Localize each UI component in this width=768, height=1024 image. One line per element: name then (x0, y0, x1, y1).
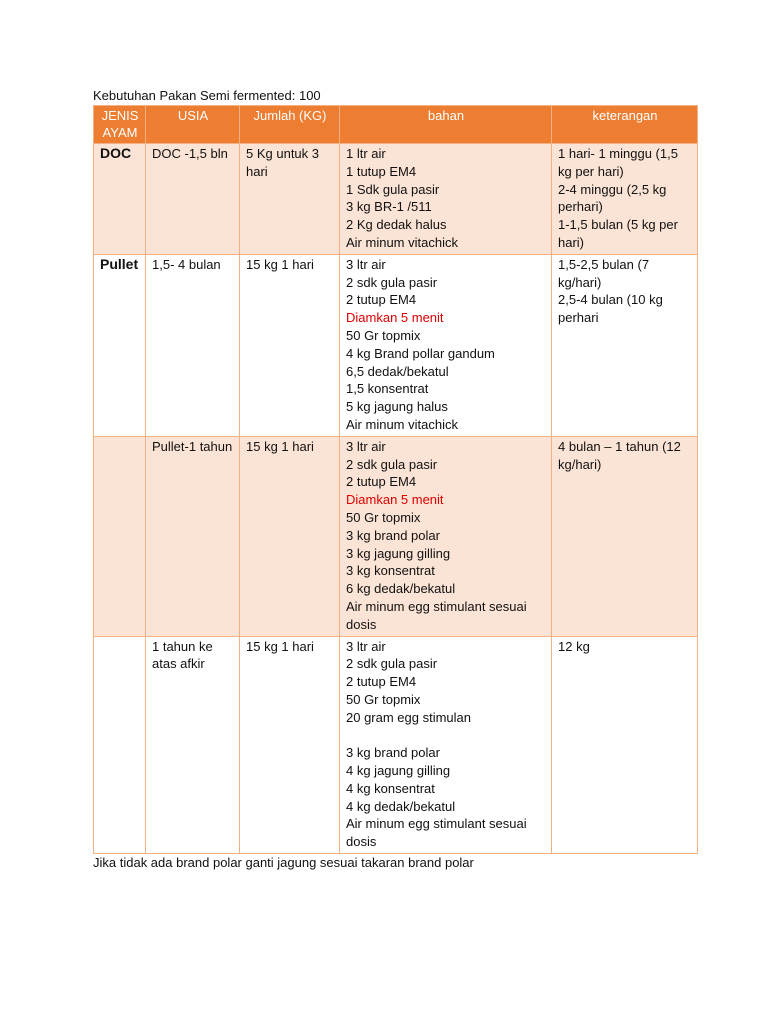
usia-cell: Pullet-1 tahun (146, 436, 240, 636)
bahan-item: 5 kg jagung halus (346, 399, 448, 415)
usia-cell: 1,5- 4 bulan (146, 254, 240, 436)
table-row (94, 436, 698, 636)
keterangan-item: 1,5-2,5 bulan (7 kg/hari) (558, 256, 650, 290)
header-bahan: bahan (340, 106, 552, 144)
bahan-item-warning: Diamkan 5 menit (346, 492, 444, 508)
table-row (94, 254, 698, 436)
bahan-item: 2 sdk gula pasir (346, 456, 438, 472)
usia-cell: 1 tahun ke atas afkir (146, 636, 240, 854)
bahan-cell (340, 254, 552, 436)
jumlah-cell: 15 kg 1 hari (240, 636, 340, 854)
feed-table (93, 105, 698, 854)
keterangan-cell (552, 436, 698, 636)
bahan-item: Air minum egg stimulant sesuai dosis (346, 598, 527, 632)
bahan-item: 4 kg jagung gilling (346, 763, 451, 779)
bahan-cell (340, 636, 552, 854)
jenis-cell (94, 636, 146, 854)
jenis-cell: DOC (94, 144, 146, 255)
header-row (94, 106, 698, 144)
usia-cell: DOC -1,5 bln (146, 144, 240, 255)
bahan-item: Air minum vitachick (346, 416, 458, 432)
bahan-item: 2 Kg dedak halus (346, 217, 447, 233)
bahan-item-warning: Diamkan 5 menit (346, 310, 444, 326)
keterangan-item: 1 hari- 1 minggu (1,5 kg per hari) (558, 146, 678, 179)
keterangan-item: 4 bulan – 1 tahun (12 kg/hari) (558, 438, 681, 472)
header-jumlah: Jumlah (KG) (240, 106, 340, 144)
keterangan-item: 2,5-4 bulan (10 kg perhari (558, 292, 663, 326)
bahan-item: 2 tutup EM4 (346, 474, 417, 490)
bahan-item: 20 gram egg stimulan (346, 709, 472, 725)
keterangan-item: 12 kg (558, 638, 590, 654)
document-title: Kebutuhan Pakan Semi fermented: 100 (93, 88, 321, 103)
bahan-item: Air minum vitachick (346, 234, 458, 250)
bahan-cell (340, 144, 552, 255)
bahan-item: 3 kg konsentrat (346, 563, 435, 579)
header-usia: USIA (146, 106, 240, 144)
jumlah-cell: 15 kg 1 hari (240, 436, 340, 636)
table-row (94, 144, 698, 255)
bahan-item: 3 ltr air (346, 438, 386, 454)
header-jenis: JENIS AYAM (94, 106, 146, 144)
keterangan-cell (552, 144, 698, 255)
bahan-item: 2 sdk gula pasir (346, 656, 438, 672)
bahan-item: 1 ltr air (346, 146, 386, 161)
table-row (94, 636, 698, 854)
bahan-item: 50 Gr topmix (346, 509, 421, 525)
bahan-item: 4 kg dedak/bekatul (346, 798, 456, 814)
bahan-item: 3 ltr air (346, 256, 386, 272)
bahan-blank-line (346, 727, 546, 745)
bahan-item: 3 kg jagung gilling (346, 545, 451, 561)
bahan-item: 2 sdk gula pasir (346, 274, 438, 290)
bahan-item: 2 tutup EM4 (346, 292, 417, 308)
bahan-item: 1,5 konsentrat (346, 381, 429, 397)
bahan-item: 2 tutup EM4 (346, 674, 417, 690)
bahan-item: 4 kg Brand pollar gandum (346, 345, 495, 361)
bahan-item: 1 Sdk gula pasir (346, 181, 440, 197)
keterangan-cell (552, 254, 698, 436)
bahan-item: 50 Gr topmix (346, 691, 421, 707)
bahan-item: 3 kg BR-1 /511 (346, 199, 432, 215)
keterangan-cell (552, 636, 698, 854)
footnote: Jika tidak ada brand polar ganti jagung sesuai takaran brand polar (93, 855, 474, 870)
header-keterangan: keterangan (552, 106, 698, 144)
bahan-item: 50 Gr topmix (346, 327, 421, 343)
bahan-item: 3 kg brand polar (346, 745, 440, 761)
bahan-item: 1 tutup EM4 (346, 163, 417, 179)
bahan-cell (340, 436, 552, 636)
bahan-item: Air minum egg stimulant sesuai dosis (346, 816, 527, 850)
bahan-item: 6,5 dedak/bekatul (346, 363, 449, 379)
jumlah-cell: 5 Kg untuk 3 hari (240, 144, 340, 255)
bahan-item: 3 ltr air (346, 638, 386, 654)
jumlah-cell: 15 kg 1 hari (240, 254, 340, 436)
keterangan-item: 2-4 minggu (2,5 kg perhari) (558, 181, 667, 215)
bahan-item: 3 kg brand polar (346, 527, 440, 543)
bahan-item: 6 kg dedak/bekatul (346, 581, 456, 597)
jenis-cell (94, 436, 146, 636)
bahan-item: 4 kg konsentrat (346, 780, 435, 796)
keterangan-item: 1-1,5 bulan (5 kg per hari) (558, 217, 678, 250)
jenis-cell: Pullet (94, 254, 146, 436)
